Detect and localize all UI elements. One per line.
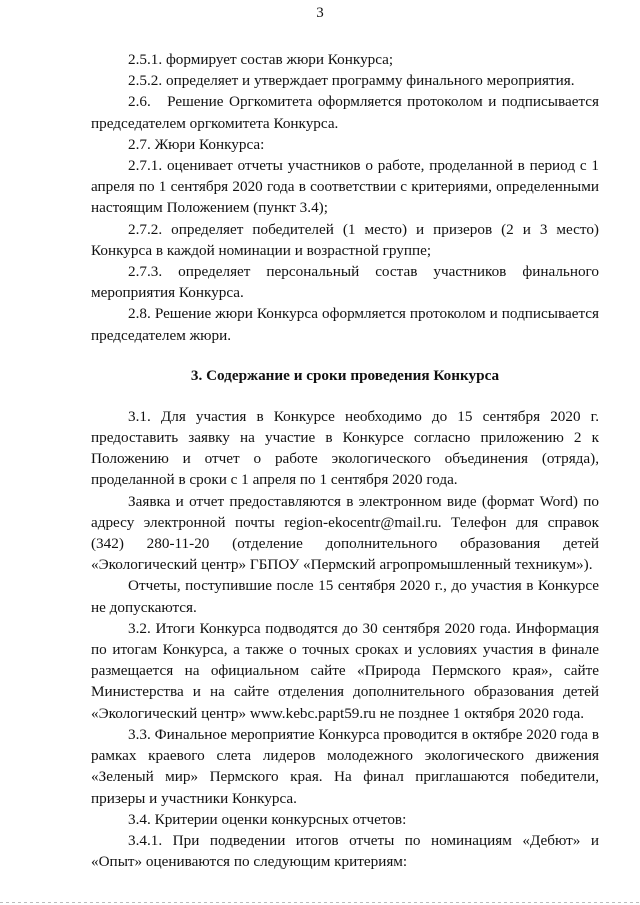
paragraph-2-8: 2.8. Решение жюри Конкурса оформляется протоколом и подписывается председателем жюри. [91,305,599,344]
scan-edge-line [0,902,640,903]
paragraph-3-4: 3.4. Критерии оценки конкурсных отчетов: [128,810,407,828]
paragraph-2-7-2: 2.7.2. определяет победителей (1 место) и призеров (2 и 3 место) Конкурса в каждой номинации и возрастной группе; [91,220,599,259]
paragraph-2-5-2: 2.5.2. определяет и утверждает программу финального мероприятия. [128,72,575,90]
paragraph-late-reports: Отчеты, поступившие после 15 сентября 2020 г., до участия в Конкурсе не допускаются. [91,577,599,616]
paragraph-2-5-1: 2.5.1. формирует состав жюри Конкурса; [128,51,394,68]
section-heading: 3. Содержание и сроки проведения Конкурса [190,366,500,384]
paragraph-2-7: 2.7. Жюри Конкурса: [128,135,265,153]
paragraph-3-4-1: 3.4.1. При подведении итогов отчеты по номинациям «Дебют» и «Опыт» оцениваются по следующим критериям: [91,831,599,871]
paragraph-application-format: Заявка и отчет предоставляются в электронном виде (формат Word) по адресу электронной почты region-ekocentr@mail.ru. Телефон для справок (342) 280-11-20 (отделение дополнительного образования детей «Экологический центр» ГБПОУ «Пермский агропромышленный техникум»). [91,492,599,574]
paragraph-2-7-1: 2.7.1. оценивает отчеты участников о работе, проделанной в период с 1 апреля по 1 сентября 2020 года в соответствии с критериями, определенными настоящим Положением (пункт 3.4); [91,157,599,217]
paragraph-3-2: 3.2. Итоги Конкурса подводятся до 30 сентября 2020 года. Информация по итогам Конкурса, а также о точных сроках и условиях участия в финале размещается на официальном сайте «Природа Пермского края», сайте Министерства и на сайте отделения дополнительного образования детей «Экологический центр» www.kebc.papt59.ru не позднее 1 октября 2020 года. [91,619,599,722]
paragraph-2-6: 2.6. Решение Оргкомитета оформляется протоколом и подписывается председателем оргкомитета Конкурса. [91,93,599,132]
document-body [91,49,599,872]
paragraph-3-1: 3.1. Для участия в Конкурсе необходимо до 15 сентября 2020 г. предоставить заявку на участие в Конкурсе согласно приложению 2 к Положению и отчет о работе экологического объединения (отряда), проделанной в сроки с 1 апреля по 1 сентября 2020 года. [91,407,599,489]
page-number: 3 [316,5,324,21]
paragraph-2-7-3: 2.7.3. определяет персональный состав участников финального мероприятия Конкурса. [91,263,599,302]
paragraph-3-3: 3.3. Финальное мероприятие Конкурса проводится в октябре 2020 года в рамках краевого слета лидеров молодежного экологического движения «Зеленый мир» Пермского края. На финал приглашаются победители, призеры и участники Конкурса. [91,725,599,807]
